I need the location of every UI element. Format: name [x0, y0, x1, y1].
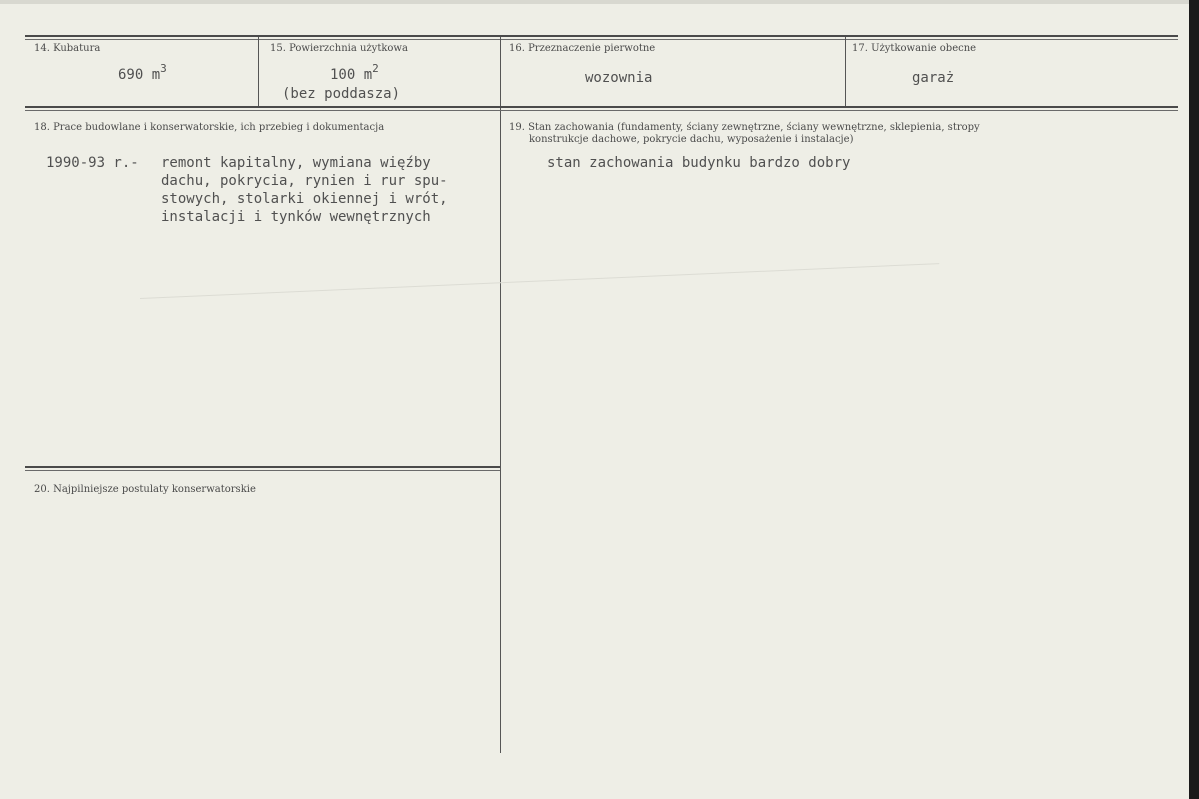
powierzchnia-label: 15. Powierzchnia użytkowa [270, 43, 408, 54]
powierzchnia-value [330, 62, 379, 85]
top-rule [25, 35, 1178, 37]
prace-line-3: stowych, stolarki okiennej i wrót, [161, 191, 448, 207]
divider-14-15 [258, 37, 259, 107]
powierzchnia-exponent: 2 [372, 62, 379, 75]
prace-label: 18. Prace budowlane i konserwatorskie, ich przebieg i dokumentacja [34, 122, 385, 133]
top-rule-inner [25, 39, 1178, 40]
top-edge [0, 0, 1199, 4]
kubatura-number: 690 m [118, 67, 161, 83]
row1-rule [25, 106, 1178, 108]
divider-16-17 [845, 37, 846, 107]
kubatura-label: 14. Kubatura [34, 43, 101, 54]
uzytkowanie-label: 17. Użytkowanie obecne [852, 43, 977, 54]
row3-rule [25, 466, 500, 468]
uzytkowanie-value: garaż [912, 70, 955, 86]
right-edge [1189, 0, 1199, 799]
prace-line-1: remont kapitalny, wymiana więźby [161, 155, 431, 171]
kubatura-exponent: 3 [160, 62, 167, 75]
powierzchnia-note: (bez poddasza) [282, 86, 401, 102]
przeznaczenie-label: 16. Przeznaczenie pierwotne [509, 43, 656, 54]
prace-line-4: instalacji i tynków wewnętrznych [161, 209, 431, 225]
divider-15-16 [500, 37, 501, 753]
row3-rule-inner [25, 470, 500, 471]
postulaty-label: 20. Najpilniejsze postulaty konserwatorskie [34, 484, 256, 495]
powierzchnia-number: 100 m [330, 67, 373, 83]
kubatura-value [118, 62, 167, 85]
przeznaczenie-value: wozownia [585, 70, 653, 86]
prace-year: 1990-93 r.- [46, 155, 139, 171]
stan-value: stan zachowania budynku bardzo dobry [547, 155, 851, 171]
stan-label-line-1: 19. Stan zachowania (fundamenty, ściany zewnętrzne, ściany wewnętrzne, sklepienia, stropy [509, 122, 980, 133]
faint-mark [140, 263, 939, 299]
prace-line-2: dachu, pokrycia, rynien i rur spu- [161, 173, 448, 189]
row1-rule-inner [25, 110, 1178, 111]
stan-label-line-2: konstrukcje dachowe, pokrycie dachu, wyposażenie i instalacje) [529, 134, 854, 145]
